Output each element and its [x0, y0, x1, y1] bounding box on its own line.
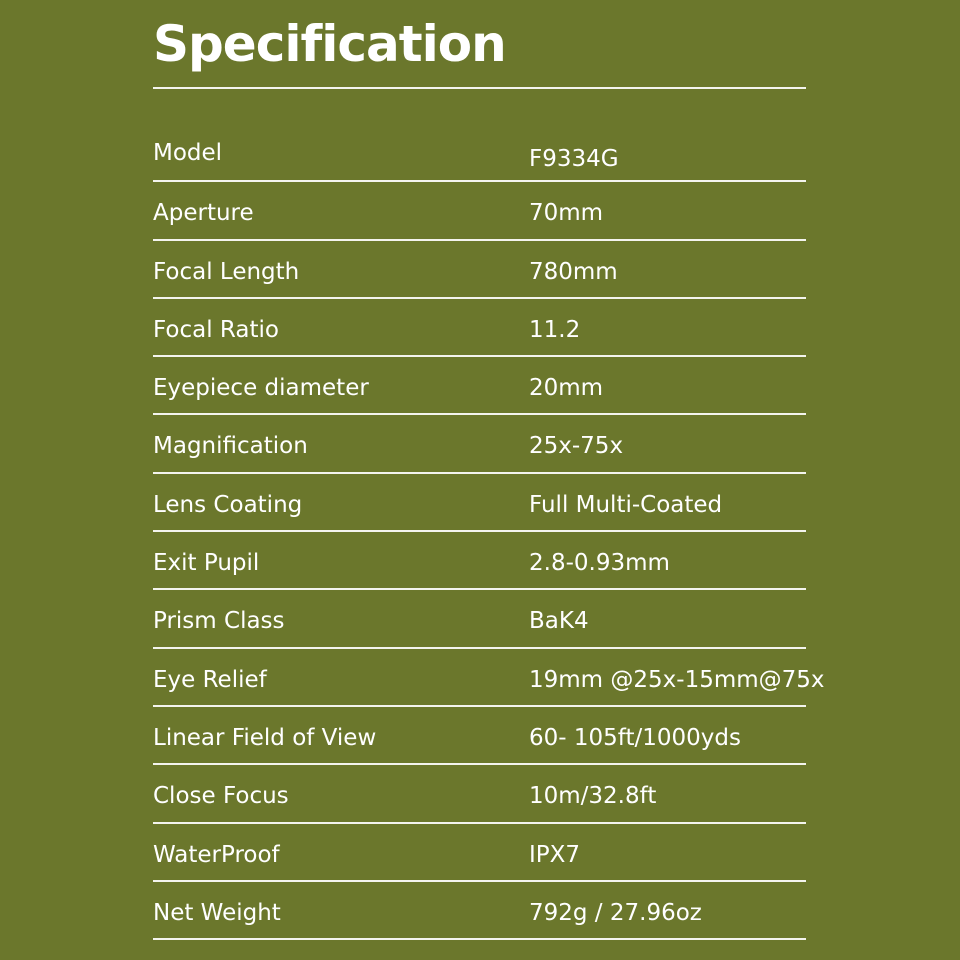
spec-row-net-weight — [153, 882, 806, 940]
page-title: Specification — [153, 15, 506, 73]
spec-table — [153, 124, 825, 940]
spec-value: Full Multi-Coated — [529, 491, 723, 518]
spec-label: Linear Field of View — [153, 724, 377, 751]
spec-row-close-focus — [153, 765, 806, 823]
spec-row-lens-coating — [153, 474, 806, 532]
spec-row-focal-length — [153, 241, 806, 299]
spec-row-waterproof — [153, 824, 806, 882]
spec-value: F9334G — [529, 146, 619, 172]
spec-row-eyepiece-diameter — [153, 357, 806, 415]
spec-label: Lens Coating — [153, 491, 303, 518]
spec-row-focal-ratio — [153, 299, 806, 357]
spec-value: 792g / 27.96oz — [529, 899, 702, 926]
spec-label: Magnification — [153, 433, 308, 460]
spec-label: WaterProof — [153, 841, 280, 868]
spec-label: Eyepiece diameter — [153, 375, 369, 402]
spec-value: 10m/32.8ft — [529, 783, 657, 810]
spec-row-linear-field-of-view — [153, 707, 806, 765]
spec-row-model — [153, 124, 806, 182]
spec-row-exit-pupil — [153, 532, 806, 590]
spec-label: Close Focus — [153, 783, 289, 810]
spec-label: Prism Class — [153, 608, 285, 635]
spec-label: Net Weight — [153, 899, 281, 926]
spec-value: BaK4 — [529, 608, 589, 635]
spec-label: Focal Ratio — [153, 316, 279, 343]
spec-value: 70mm — [529, 200, 604, 227]
spec-value: 25x-75x — [529, 433, 624, 460]
spec-value: 19mm @25x-15mm@75x — [529, 666, 825, 693]
spec-row-prism-class — [153, 590, 806, 648]
spec-row-aperture — [153, 182, 806, 240]
spec-label: Aperture — [153, 200, 254, 227]
spec-label: Exit Pupil — [153, 550, 260, 577]
spec-value: 20mm — [529, 375, 604, 402]
spec-value: 60- 105ft/1000yds — [529, 724, 741, 751]
spec-label: Focal Length — [153, 258, 300, 285]
spec-value: 780mm — [529, 258, 618, 285]
spec-label: Model — [153, 140, 223, 166]
title-divider — [153, 87, 806, 89]
spec-row-eye-relief — [153, 649, 825, 707]
spec-row-magnification — [153, 415, 806, 473]
spec-value: 11.2 — [529, 316, 581, 343]
spec-value: 2.8-0.93mm — [529, 550, 670, 577]
spec-label: Eye Relief — [153, 666, 267, 693]
spec-value: IPX7 — [529, 841, 581, 868]
